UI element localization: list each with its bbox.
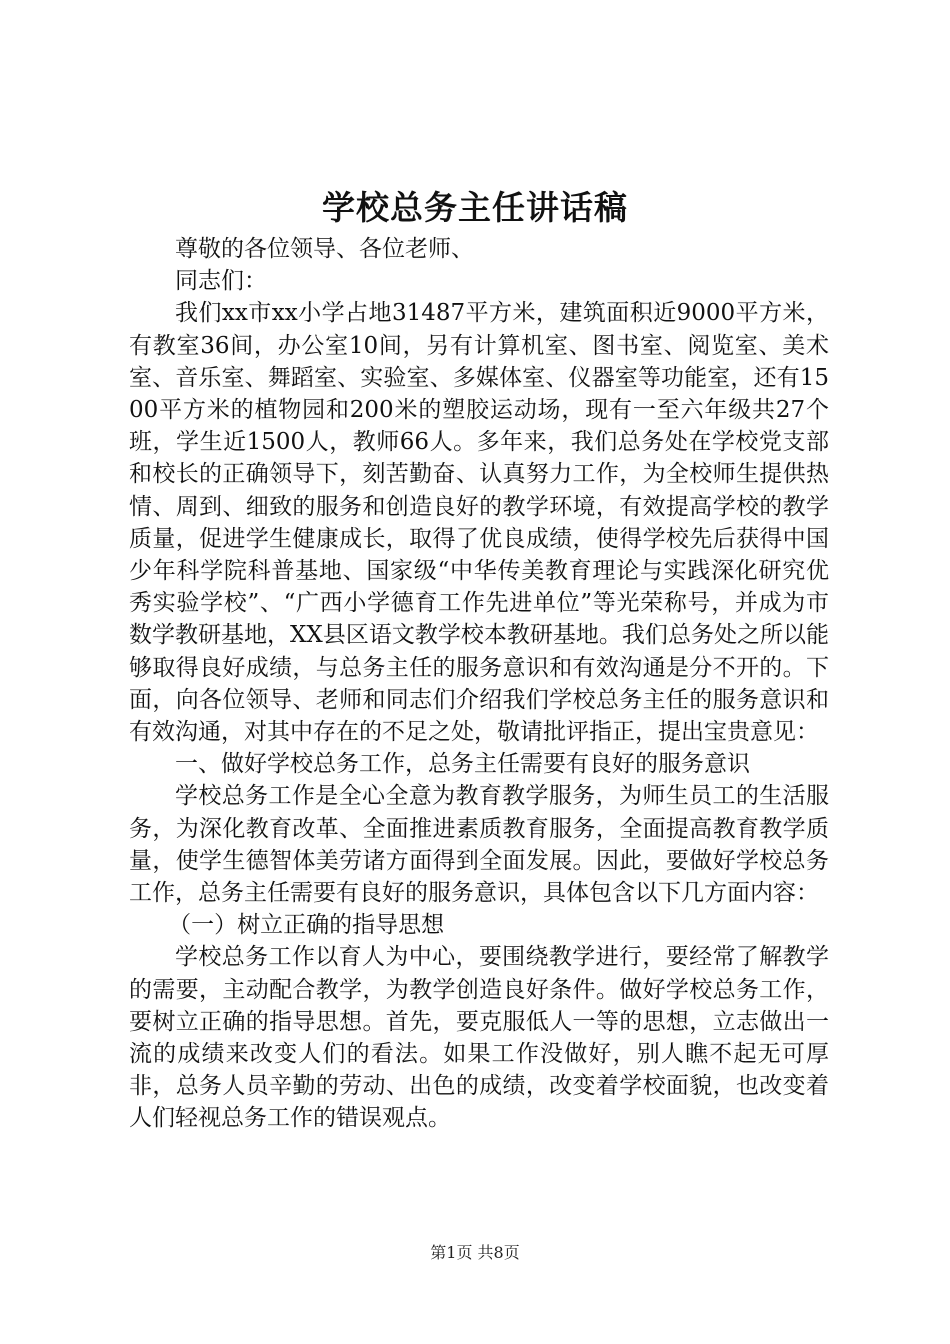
salutation-line-2: 同志们： bbox=[175, 268, 267, 295]
subsection-heading-1: （一）树立正确的指导思想 bbox=[168, 912, 445, 939]
document-body bbox=[129, 233, 829, 1135]
paragraph-1: 我们xx市xx小学占地31487平方米，建筑面积近9000平方米，有教室36间，办公室10间，另有计算机室、图书室、阅览室、美术室、音乐室、舞蹈室、实验室、多媒体室、仪器室等功能室，还有1500平方米的植物园和200米的塑胶运动场，现有一至六年级共27个班，学生近1500人，教师66人。多年来，我们总务处在学校党支部和校长的正确领导下，刻苦勤奋、认真努力工作，为全校师生提供热情、周到、细致的服务和创造良好的教学环境，有效提高学校的教学质量，促进学生健康成长，取得了优良成绩，使得学校先后获得中国少年科学院科普基地、国家级“中华传美教育理论与实践深化研究优秀实验学校”、“广西小学德育工作先进单位”等光荣称号，并成为市数学教研基地，XX县区语文教学校本教研基地。我们总务处之所以能够取得良好成绩，与总务主任的服务意识和有效沟通是分不开的。下面，向各位领导、老师和同志们介绍我们学校总务主任的服务意识和有效沟通，对其中存在的不足之处，敬请批评指正，提出宝贵意见： bbox=[129, 300, 829, 746]
paragraph-2: 学校总务工作是全心全意为教育教学服务，为师生员工的生活服务，为深化教育改革、全面推进素质教育服务，全面提高教育教学质量，使学生德智体美劳诸方面得到全面发展。因此，要做好学校总务工作，总务主任需要有良好的服务意识，具体包含以下几方面内容： bbox=[129, 783, 829, 907]
section-heading-1: 一、做好学校总务工作，总务主任需要有良好的服务意识 bbox=[175, 751, 750, 778]
salutation-line-1: 尊敬的各位领导、各位老师、 bbox=[175, 236, 474, 262]
paragraph-3: 学校总务工作以育人为中心，要围绕教学进行，要经常了解教学的需要，主动配合教学，为教学创造良好条件。做好学校总务工作，要树立正确的指导思想。首先，要克服低人一等的思想，立志做出一流的成绩来改变人们的看法。如果工作没做好，别人瞧不起无可厚非，总务人员辛勤的劳动、出色的成绩，改变着学校面貌，也改变着人们轻视总务工作的错误观点。 bbox=[129, 944, 829, 1132]
document-title: 学校总务主任讲话稿 bbox=[322, 188, 628, 227]
page-footer: 第1页 共8页 bbox=[430, 1243, 520, 1262]
